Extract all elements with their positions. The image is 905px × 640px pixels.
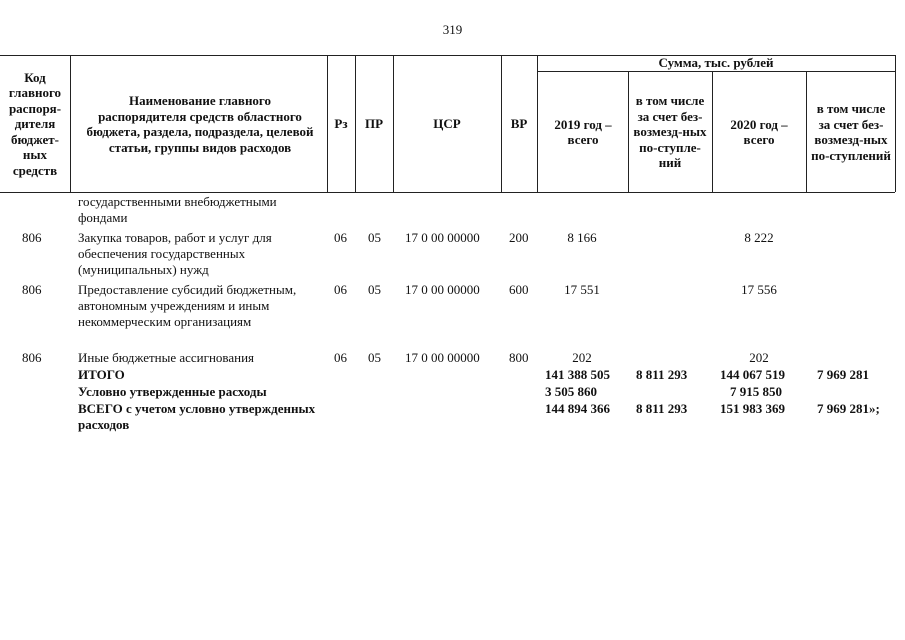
continuation-text: государственными внебюджетными фондами: [78, 194, 277, 225]
row-name: Предоставление субсидий бюджетным, автономным учреждениям и иным некоммерческим организациям: [78, 282, 297, 329]
col-divider: [895, 55, 896, 192]
total-2020-free: 7 969 281: [817, 367, 869, 382]
row-code: 806: [22, 282, 42, 297]
header-name: Наименование главного распорядителя средств областного бюджета, раздела, подраздела, целевой статьи, группы видов расходов: [86, 93, 314, 155]
row-csr: 17 0 00 00000: [405, 230, 480, 245]
header-rz: Рз: [334, 116, 348, 132]
total-2020: 7 915 850: [730, 384, 782, 399]
header-pr: ПР: [364, 116, 384, 132]
row-rz: 06: [334, 230, 347, 245]
header-2019-free: в том числе за счет без-возмезд-ных по-ступле-ний: [633, 93, 707, 171]
row-rz: 06: [334, 350, 347, 365]
total-2019-free: 8 811 293: [636, 401, 688, 416]
header-sum: Сумма, тыс. рублей: [658, 55, 774, 71]
row-code: 806: [22, 350, 42, 365]
row-pr: 05: [368, 282, 381, 297]
row-2019: 8 166: [567, 230, 597, 245]
total-2020-free: 7 969 281»;: [817, 401, 880, 416]
header-code: Код главного распоря-дителя бюджет-ных средств: [8, 69, 62, 178]
col-divider: [806, 71, 807, 192]
row-csr: 17 0 00 00000: [405, 350, 480, 365]
row-csr: 17 0 00 00000: [405, 282, 480, 297]
header-bottom-rule: [0, 192, 895, 193]
header-2020-free: в том числе за счет без-возмезд-ных по-ступлений: [811, 101, 891, 163]
col-divider: [628, 71, 629, 192]
total-2019: 141 388 505: [545, 367, 610, 382]
col-divider: [70, 55, 71, 192]
total-2019: 144 894 366: [545, 401, 610, 416]
row-2019: 202: [572, 350, 592, 365]
col-divider: [537, 55, 538, 192]
row-name: Иные бюджетные ассигнования: [78, 350, 255, 365]
row-vr: 200: [509, 230, 529, 245]
total-2019: 3 505 860: [545, 384, 597, 399]
total-2019-free: 8 811 293: [636, 367, 688, 382]
header-vr: ВР: [510, 116, 528, 132]
total-label: Условно утвержденные расходы: [78, 384, 267, 399]
row-rz: 06: [334, 282, 347, 297]
row-pr: 05: [368, 350, 381, 365]
row-vr: 600: [509, 282, 529, 297]
page-number: 319: [442, 22, 463, 37]
header-2019: 2019 год – всего: [554, 116, 612, 147]
row-vr: 800: [509, 350, 529, 365]
col-divider: [712, 71, 713, 192]
row-2019: 17 551: [564, 282, 600, 297]
header-2020: 2020 год – всего: [730, 116, 788, 147]
total-2020: 144 067 519: [720, 367, 785, 382]
row-name: Закупка товаров, работ и услуг для обеспечения государственных (муниципальных) нужд: [78, 230, 272, 277]
row-code: 806: [22, 230, 42, 245]
total-2020: 151 983 369: [720, 401, 785, 416]
row-2020: 202: [749, 350, 769, 365]
total-label: ИТОГО: [78, 367, 125, 382]
header-csr: ЦСР: [433, 116, 461, 132]
total-label: ВСЕГО с учетом условно утвержденных расходов: [78, 401, 316, 432]
row-pr: 05: [368, 230, 381, 245]
row-2020: 8 222: [744, 230, 774, 245]
row-2020: 17 556: [741, 282, 777, 297]
